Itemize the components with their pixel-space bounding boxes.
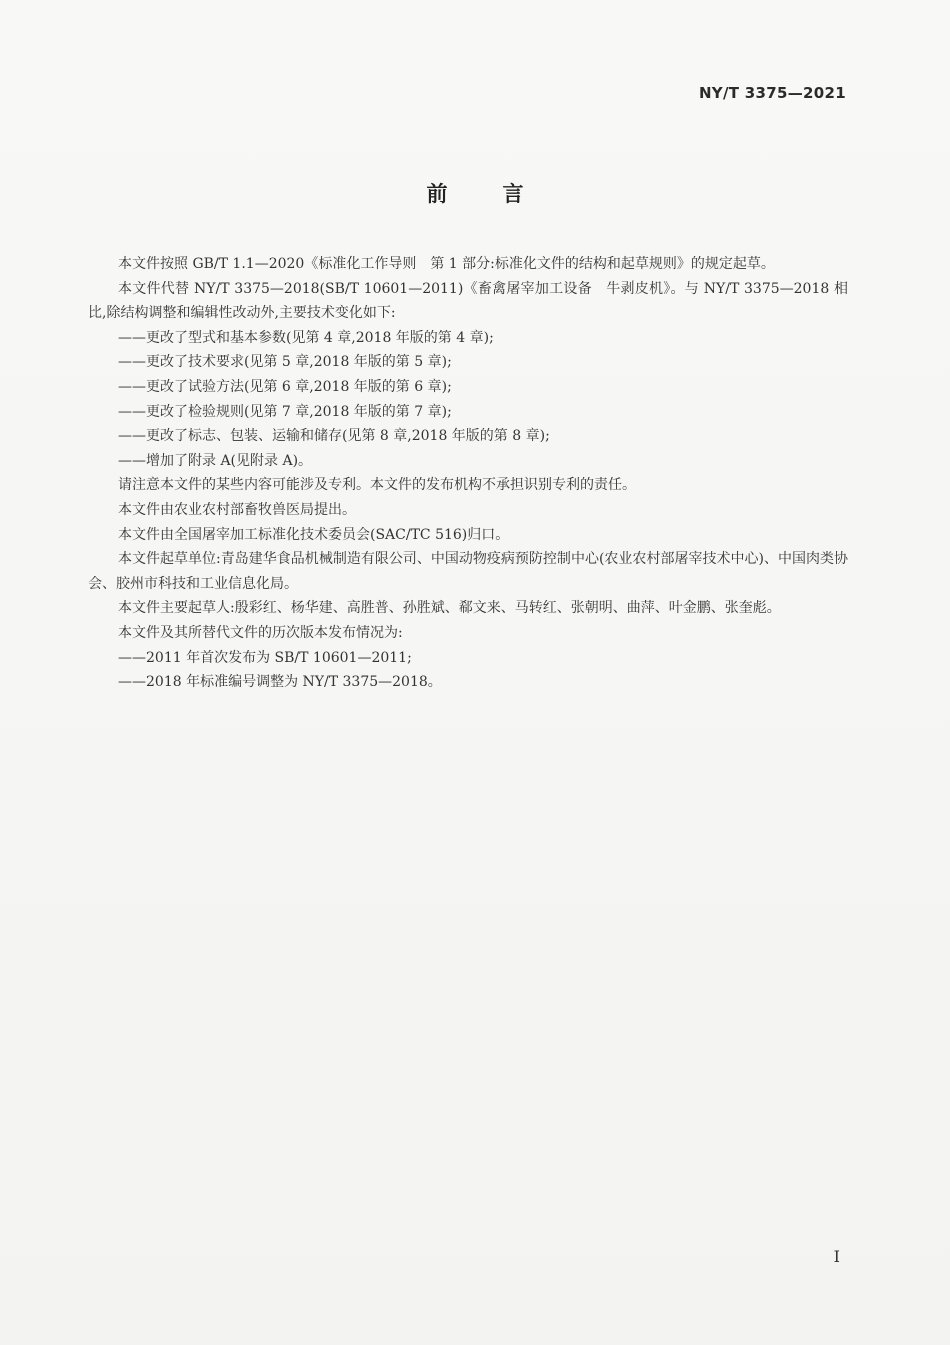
paragraph-replacement: 本文件代替 NY/T 3375—2018(SB/T 10601—2011)《畜禽屠宰加工设备 牛剥皮机》。与 NY/T 3375—2018 相比,除结构调整和编辑性改动外,主要技术变化如下: — [88, 280, 848, 322]
change-item: ——更改了型式和基本参数(见第 4 章,2018 年版的第 4 章); — [118, 329, 494, 346]
paragraph-drafting-units: 本文件起草单位:青岛建华食品机械制造有限公司、中国动物疫病预防控制中心(农业农村部屠宰技术中心)、中国肉类协会、胶州市科技和工业信息化局。 — [88, 551, 848, 592]
standard-number: NY/T 3375—2021 — [698, 84, 846, 102]
change-item: ——更改了试验方法(见第 6 章,2018 年版的第 6 章); — [118, 378, 452, 395]
change-item: ——更改了技术要求(见第 5 章,2018 年版的第 5 章); — [118, 354, 452, 371]
paragraph-drafting-rules: 本文件按照 GB/T 1.1—2020《标准化工作导则 第 1 部分:标准化文件的结构和起草规则》的规定起草。 — [118, 256, 775, 272]
change-item: ——更改了标志、包装、运输和储存(见第 8 章,2018 年版的第 8 章); — [118, 428, 550, 445]
change-item: ——增加了附录 A(见附录 A)。 — [118, 452, 313, 469]
foreword-body — [88, 252, 848, 695]
change-item: ——更改了检验规则(见第 7 章,2018 年版的第 7 章); — [118, 403, 452, 420]
paragraph-proposer: 本文件由农业农村部畜牧兽医局提出。 — [118, 501, 356, 518]
paragraph-history-intro: 本文件及其所替代文件的历次版本发布情况为: — [118, 624, 403, 641]
history-item: ——2011 年首次发布为 SB/T 10601—2011; — [118, 649, 412, 666]
history-item: ——2018 年标准编号调整为 NY/T 3375—2018。 — [118, 674, 442, 691]
page-title: 前言 — [426, 182, 579, 206]
paragraph-patent-note: 请注意本文件的某些内容可能涉及专利。本文件的发布机构不承担识别专利的责任。 — [118, 477, 636, 494]
page-number: I — [833, 1247, 840, 1266]
paragraph-committee: 本文件由全国屠宰加工标准化技术委员会(SAC/TC 516)归口。 — [118, 526, 510, 543]
paragraph-drafters: 本文件主要起草人:殷彩红、杨华建、高胜普、孙胜斌、郗文来、马转红、张朝明、曲萍、叶金鹏、张奎彪。 — [118, 600, 781, 617]
